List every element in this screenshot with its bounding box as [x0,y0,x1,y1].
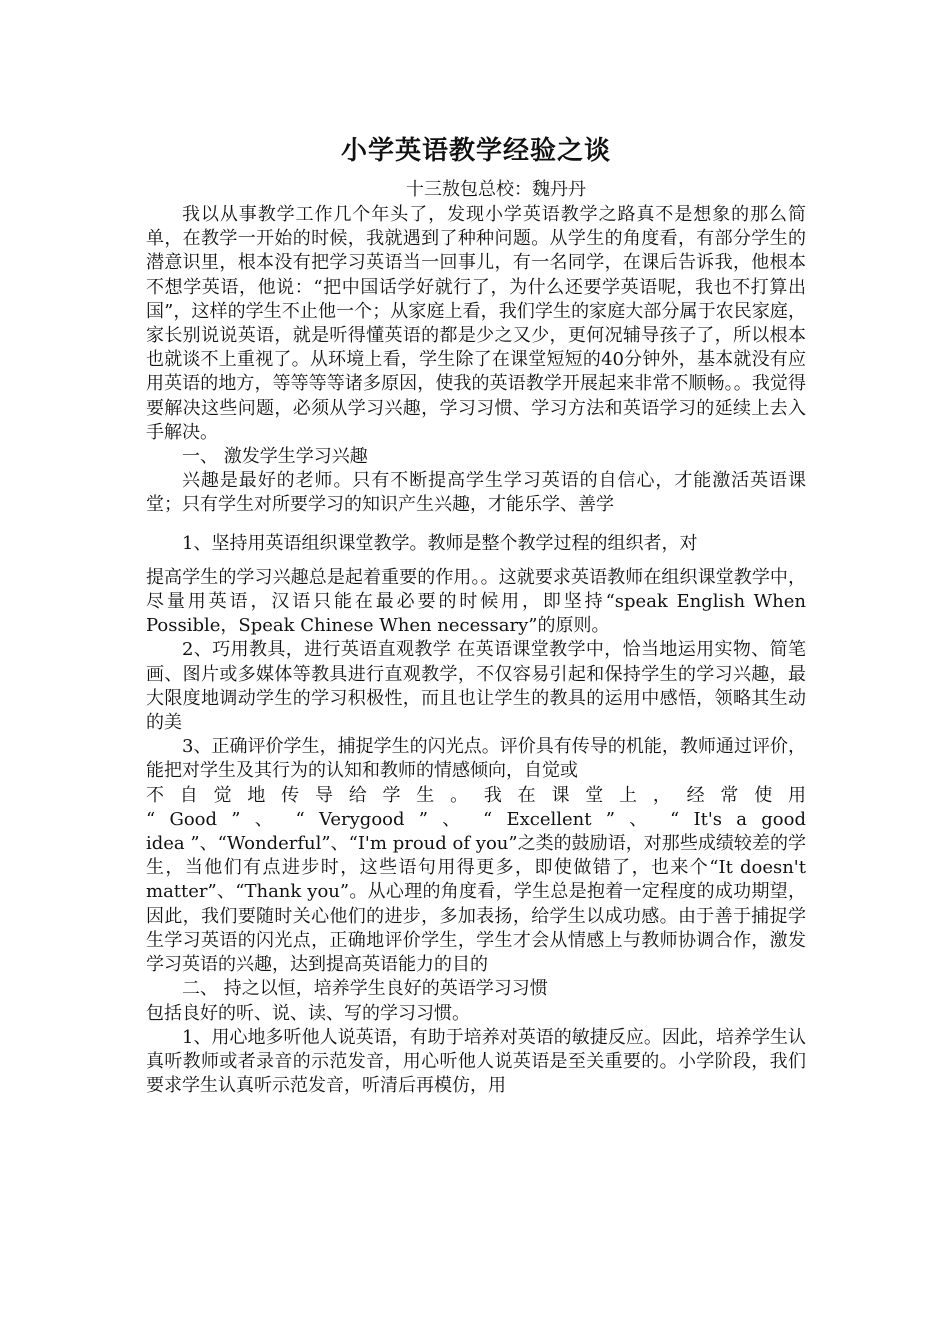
item3-spread-line-2: “ Good ” 、 “ Verygood ” 、 “ Excellent ” 、 “ It's a good [146,808,806,830]
intro-paragraph: 我以从事教学工作几个年头了，发现小学英语教学之路真不是想象的那么简单，在教学一开始的时候，我就遇到了种种问题。从学生的角度看，有部分学生的潜意识里，根本没有把学习英语当一回事儿，有一名同学，在课后告诉我，他根本不想学英语，他说：“把中国话学好就行了，为什么还要学英语呢，我也不打算出国”，这样的学生不止他一个；从家庭上看，我们学生的家庭大部分属于农民家庭，家长别说说英语，就是听得懂英语的都是少之又少，更何况辅导孩子了，所以根本也就谈不上重视了。从环境上看，学生除了在课堂短短的40分钟外，基本就没有应用英语的地方，等等等等诸多原因，使我的英语教学开展起来非常不顺畅。。我觉得要解决这些问题，必须从学习兴趣，学习习惯、学习方法和英语学习的延续上去入手解决。 [146,204,806,443]
item3-paragraph-continued: idea ”、“Wonderful”、“I'm proud of you”之类的鼓励语，对那些成绩较差的学生，当他们有点进步时，这些语句用得更多，即使做错了，也来个“It doesn't matter”、“Thank you”。从心理的角度看，学生总是抱着一定程度的成功期望，因此，我们要随时关心他们的进步，多加表扬，给学生以成功感。由于善于捕捉学生学习英语的闪光点，正确地评价学生，学生才会从情感上与教师协调合作，激发学习英语的兴趣，达到提高英语能力的目的 [146,833,806,976]
section1-heading: 一、 激发学生学习兴趣 [182,446,368,468]
item3-spread-line-1: 不 自 觉 地 传 导 给 学 生 。 我 在 课 堂 上 ， 经 常 使 用 [146,784,806,806]
section1-intro: 兴趣是最好的老师。只有不断提高学生学习英语的自信心，才能激活英语课堂；只有学生对所要学习的知识产生兴趣，才能乐学、善学 [146,470,806,516]
section2-item1: 1、用心地多听他人说英语，有助于培养对英语的敏捷反应。因此，培养学生认真听教师或者录音的示范发音，用心听他人说英语是至关重要的。小学阶段，我们要求学生认真听示范发音，听清后再模仿，用 [146,1026,806,1097]
document-body [146,133,806,1098]
item2-paragraph: 2、巧用教具，进行英语直观教学 在英语课堂教学中，恰当地运用实物、简笔画、图片或多媒体等教具进行直观教学，不仅容易引起和保持学生的学习兴趣，最大限度地调动学生的学习积极性，而且也让学生的教具的运用中感悟，领略其生动的美 [146,639,806,734]
document-title: 小学英语教学经验之谈 [340,136,611,166]
section2-intro: 包括良好的听、说、读、写的学习习惯。 [146,1002,470,1024]
item3-paragraph: 3、正确评价学生，捕捉学生的闪光点。评价具有传导的机能，教师通过评价，能把对学生及其行为的认知和教师的情感倾向，自觉或 [146,736,806,782]
section2-heading: 二、 持之以恒，培养学生良好的英语学习习惯 [182,978,548,1000]
item1-paragraph: 提高学生的学习兴趣总是起着重要的作用。。这就要求英语教师在组织课堂教学中，尽量用英语，汉语只能在最必要的时候用，即坚持“speak English When Possible，Speak Chinese When necessary”的原则。 [146,566,806,637]
document-author: 十三敖包总校：魏丹丹 [406,179,586,200]
item1-first-line: 1、坚持用英语组织课堂教学。教师是整个教学过程的组织者，对 [182,532,698,554]
